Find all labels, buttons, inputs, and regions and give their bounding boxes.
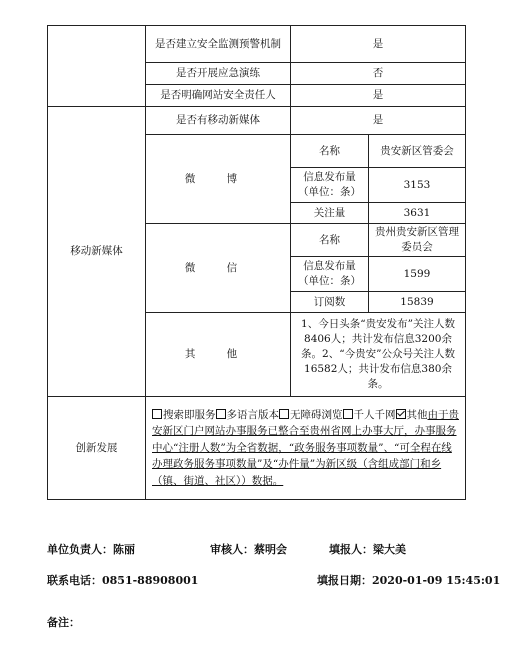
security-row-value: 是 [291,26,466,63]
contact-phone: 联系电话：0851-88908001 [47,574,199,587]
weibo-posts-value: 3153 [369,168,466,203]
weibo-name-value: 贵安新区管委会 [369,135,466,168]
weibo-follow-label: 关注量 [291,203,369,224]
security-section-cell [48,26,146,107]
checkbox-icon[interactable] [279,409,289,419]
option-checkbox[interactable]: 多语言版本 [216,409,280,421]
innovation-label: 创新发展 [48,397,146,500]
wechat-posts-value: 1599 [369,257,466,292]
other-text: 1、今日头条“贵安发布”关注人数8406人；共计发布信息3200余条。2、“今贵安”公众号关注人数16582人；共计发布信息380余条。 [291,313,466,397]
innovation-description: 由于贵安新区门户网站办事服务已整合至贵州省网上办事大厅，办事服务中心“注册人数”为全省数据，“政务服务事项数量”、“可全程在线办理政务服务事项数量”及“办件量”为新区级（含组成部门和乡（镇、街道、社区））数据。 [152,408,459,487]
wechat-name-label: 名称 [291,224,369,257]
filler: 填报人：梁大美 [329,543,406,556]
reviewer: 审核人：蔡明会 [210,543,287,556]
security-row-label: 是否建立安全监测预警机制 [146,26,291,63]
weibo-label: 微 博 [146,135,291,224]
option-checkbox-checked[interactable]: 其他 [396,409,428,421]
option-checkbox[interactable]: 千人千网 [343,409,396,421]
unit-head: 单位负责人：陈丽 [47,543,135,556]
option-checkbox[interactable]: 无障碍浏览 [279,409,343,421]
report-table [47,25,466,500]
has-mobile-value: 是 [291,107,466,135]
wechat-sub-label: 订阅数 [291,292,369,313]
wechat-posts-label: 信息发布量（单位：条） [291,257,369,292]
wechat-sub-value: 15839 [369,292,466,313]
wechat-label: 微 信 [146,224,291,313]
has-mobile-label: 是否有移动新媒体 [146,107,291,135]
weibo-posts-label: 信息发布量（单位：条） [291,168,369,203]
weibo-name-label: 名称 [291,135,369,168]
checkbox-icon[interactable] [152,409,162,419]
fill-date: 填报日期：2020-01-09 15:45:01 [317,574,501,587]
security-row-value: 是 [291,85,466,107]
checkbox-icon[interactable] [216,409,226,419]
remark-label: 备注： [47,616,80,629]
security-row-label: 是否开展应急演练 [146,63,291,85]
weibo-follow-value: 3631 [369,203,466,224]
checkbox-icon[interactable] [343,409,353,419]
innovation-content [146,397,466,500]
option-checkbox[interactable]: 搜索即服务 [152,409,216,421]
other-label: 其 他 [146,313,291,397]
security-row-value: 否 [291,63,466,85]
mobile-section-label: 移动新媒体 [48,107,146,397]
security-row-label: 是否明确网站安全责任人 [146,85,291,107]
wechat-name-value: 贵州贵安新区管理委员会 [369,224,466,257]
checked-checkbox-icon[interactable] [396,409,406,419]
